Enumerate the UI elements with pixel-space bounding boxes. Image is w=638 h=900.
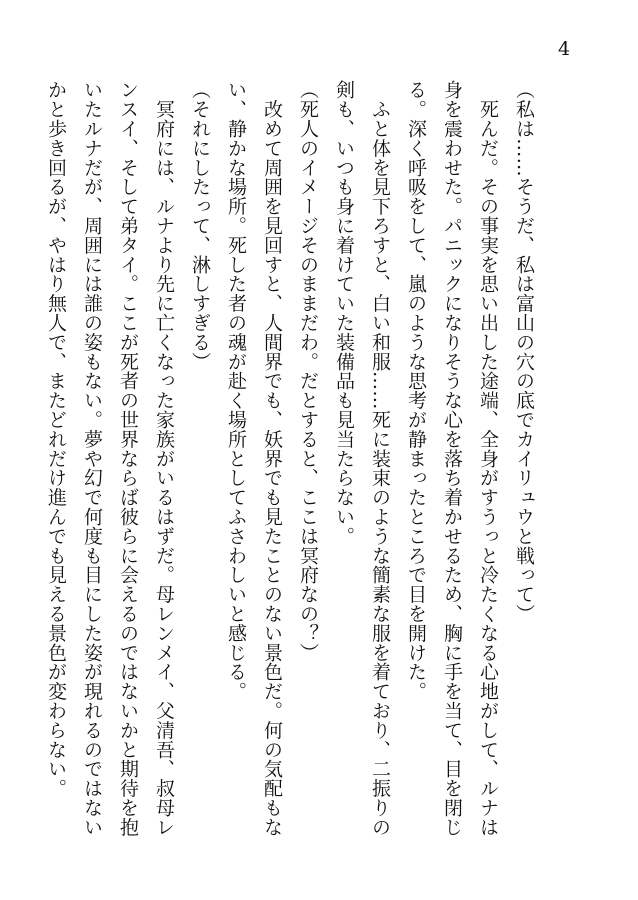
text-line: 冥府には、ルナより先に亡くなった家族がいるはずだ。母レンメイ、父清吾、叔母レ (153, 80, 175, 837)
text-line: る。深く呼吸をして、嵐のような思考が静まったところで目を開けた。 (405, 80, 427, 701)
text-line: 身を震わせた。パニックになりそうな心を落ち着かせるため、胸に手を当て、目を閉じ (441, 80, 463, 837)
text-line: （死人のイメージそのままだわ。だとすると、ここは冥府なの？） (297, 80, 319, 662)
text-line: かと歩き回るが、やはり無人で、またどれだけ進んでも見える景色が変わらない。 (45, 80, 67, 798)
text-line: ふと体を見下ろすと、白い和服……死に装束のような簡素な服を着ており、二振りの (369, 80, 391, 837)
text-line: い、静かな場所。死した者の魂が赴く場所としてふさわしいと感じる。 (225, 80, 247, 701)
body-text (38, 80, 542, 840)
text-line: 死んだ。その事実を思い出した途端、全身がすうっと冷たくなる心地がして、ルナは (477, 80, 499, 837)
page-number: 4 (558, 38, 571, 60)
text-line: （それにしたって、淋しすぎる） (189, 80, 211, 371)
text-line: いたルナだが、周囲には誰の姿もない。夢や幻で何度も目にした姿が現れるのではない (81, 80, 103, 837)
text-line: （私は……そうだ、私は富山の穴の底でカイリュウと戦って） (513, 80, 535, 624)
text-line: ンスイ、そして弟タイ。ここが死者の世界ならば彼らに会えるのではないかと期待を抱 (117, 80, 139, 837)
text-line: 改めて周囲を見回すと、人間界でも、妖界でも見たことのない景色だ。何の気配もな (261, 80, 283, 837)
text-line: 剣も、いつも身に着けていた装備品も見当たらない。 (333, 80, 355, 546)
